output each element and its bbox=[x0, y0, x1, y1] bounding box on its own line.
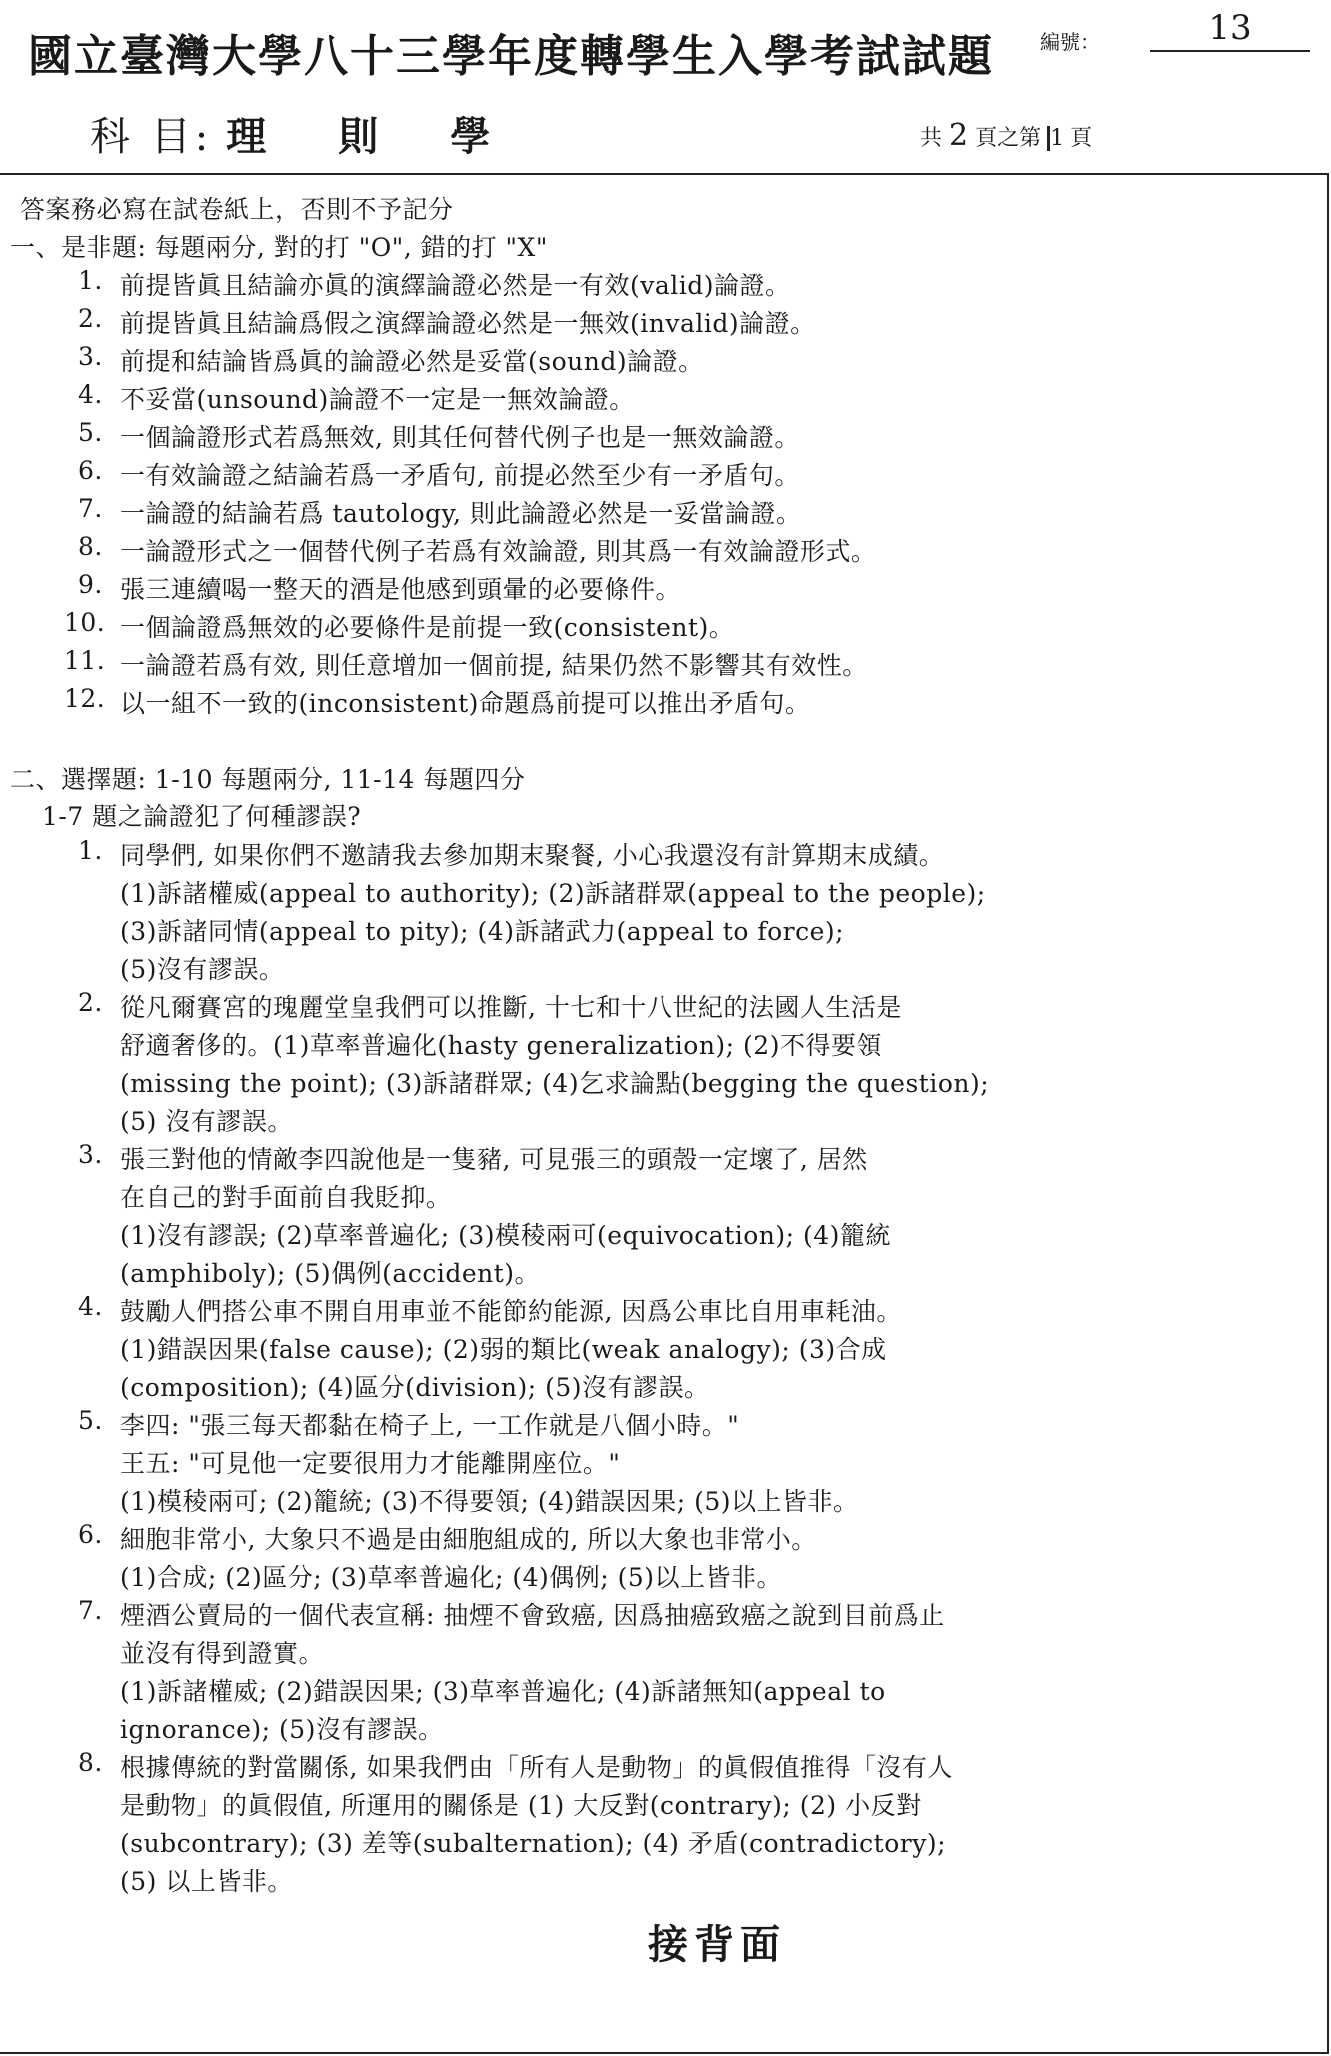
question-line: 在自己的對手面前自我貶抑。 bbox=[120, 1183, 452, 1212]
question-line: 李四: "張三每天都黏在椅子上, 一工作就是八個小時。" bbox=[120, 1411, 740, 1440]
question-num: 8. bbox=[78, 1748, 103, 1777]
page-indicator bbox=[920, 118, 1092, 153]
tf-item-num: 12. bbox=[64, 684, 106, 713]
question-line: 王五: "可見他一定要很用力才能離開座位。" bbox=[120, 1449, 621, 1478]
tf-item-num: 10. bbox=[64, 608, 106, 637]
question-line: (5) 以上皆非。 bbox=[120, 1867, 293, 1896]
question-line: (1)沒有謬誤; (2)草率普遍化; (3)模稜兩可(equivocation); (4)籠統 bbox=[120, 1221, 891, 1250]
tf-item-text: 張三連續喝一整天的酒是他感到頭暈的必要條件。 bbox=[120, 575, 682, 604]
question-num: 5. bbox=[78, 1406, 103, 1435]
subject-value: 理則學 bbox=[226, 113, 563, 160]
tf-item-text: 一論證形式之一個替代例子若爲有效論證, 則其爲一有效論證形式。 bbox=[120, 537, 877, 566]
tf-item-text: 前提皆眞且結論亦眞的演繹論證必然是一有效(valid)論證。 bbox=[120, 271, 791, 300]
pages-suffix: 頁 bbox=[1070, 126, 1093, 151]
tf-item-text: 一論證若爲有效, 則任意增加一個前提, 結果仍然不影響其有效性。 bbox=[120, 651, 868, 680]
code-value: 13 bbox=[1150, 8, 1310, 52]
tf-item-text: 以一組不一致的(inconsistent)命題爲前提可以推出矛盾句。 bbox=[120, 689, 811, 718]
question-line: (amphiboly); (5)偶例(accident)。 bbox=[120, 1259, 541, 1288]
tf-item-num: 3. bbox=[78, 342, 103, 371]
question-num: 7. bbox=[78, 1596, 103, 1625]
question-line: 根據傳統的對當關係, 如果我們由「所有人是動物」的眞假值推得「沒有人 bbox=[120, 1753, 953, 1782]
tf-item-text: 前提皆眞且結論爲假之演繹論證必然是一無效(invalid)論證。 bbox=[120, 309, 816, 338]
question-line: (3)訴諸同情(appeal to pity); (4)訴諸武力(appeal to force); bbox=[120, 917, 845, 946]
section1-heading: 一、是非題: 每題兩分, 對的打 "O", 錯的打 "X" bbox=[10, 233, 548, 262]
continued-on-back: 接背面 bbox=[648, 1921, 786, 1968]
tf-item-text: 一個論證形式若爲無效, 則其任何替代例子也是一無效論證。 bbox=[120, 423, 800, 452]
pages-prefix: 共 bbox=[920, 126, 943, 151]
section2-subheading: 1-7 題之論證犯了何種謬誤? bbox=[42, 802, 362, 831]
tf-item-num: 4. bbox=[78, 380, 103, 409]
question-line: 煙酒公賣局的一個代表宣稱: 抽煙不會致癌, 因爲抽癌致癌之說到目前爲止 bbox=[120, 1601, 945, 1630]
question-line: ignorance); (5)沒有謬誤。 bbox=[120, 1715, 444, 1744]
question-num: 3. bbox=[78, 1140, 103, 1169]
question-line: (5) 沒有謬誤。 bbox=[120, 1107, 293, 1136]
question-line: (missing the point); (3)訴諸群眾; (4)乞求論點(begging the question); bbox=[120, 1069, 990, 1098]
tf-item-text: 前提和結論皆爲眞的論證必然是妥當(sound)論證。 bbox=[120, 347, 704, 376]
question-line: 是動物」的眞假值, 所運用的關係是 (1) 大反對(contrary); (2) 小反對 bbox=[120, 1791, 922, 1820]
tf-item-num: 6. bbox=[78, 456, 103, 485]
question-line: 並沒有得到證實。 bbox=[120, 1639, 325, 1668]
tf-item-num: 5. bbox=[78, 418, 103, 447]
question-line: (5)沒有謬誤。 bbox=[120, 955, 285, 984]
question-line: (1)訴諸權威; (2)錯誤因果; (3)草率普遍化; (4)訴諸無知(appeal to bbox=[120, 1677, 886, 1706]
question-line: 張三對他的情敵李四說他是一隻豬, 可見張三的頭殼一定壞了, 居然 bbox=[120, 1145, 868, 1174]
question-line: 同學們, 如果你們不邀請我去參加期末聚餐, 小心我還沒有計算期末成績。 bbox=[120, 841, 945, 870]
code-label: 編號： bbox=[1040, 30, 1100, 54]
instruction: 答案務必寫在試卷紙上，否則不予記分 bbox=[20, 195, 454, 224]
question-num: 2. bbox=[78, 988, 103, 1017]
question-num: 4. bbox=[78, 1292, 103, 1321]
question-line: (1)合成; (2)區分; (3)草率普遍化; (4)偶例; (5)以上皆非。 bbox=[120, 1563, 783, 1592]
question-line: 鼓勵人們搭公車不開自用車並不能節約能源, 因爲公車比自用車耗油。 bbox=[120, 1297, 902, 1326]
question-num: 6. bbox=[78, 1520, 103, 1549]
question-line: 從凡爾賽宮的瑰麗堂皇我們可以推斷, 十七和十八世紀的法國人生活是 bbox=[120, 993, 902, 1022]
question-line: (1)模稜兩可; (2)籠統; (3)不得要領; (4)錯誤因果; (5)以上皆非。 bbox=[120, 1487, 859, 1516]
subject-label: 科 目: bbox=[90, 114, 213, 160]
question-num: 1. bbox=[78, 836, 103, 865]
question-line: (composition); (4)區分(division); (5)沒有謬誤。 bbox=[120, 1373, 710, 1402]
question-line: 舒適奢侈的。(1)草率普遍化(hasty generalization); (2)不得要領 bbox=[120, 1031, 882, 1060]
tf-item-num: 1. bbox=[78, 266, 103, 295]
question-line: (subcontrary); (3) 差等(subalternation); (4) 矛盾(contradictory); bbox=[120, 1829, 947, 1858]
question-line: (1)訴諸權威(appeal to authority); (2)訴諸群眾(appeal to the people); bbox=[120, 879, 986, 908]
section2-heading: 二、選擇題: 1-10 每題兩分, 11-14 每題四分 bbox=[10, 765, 526, 794]
pages-middle: 頁之第 bbox=[975, 126, 1042, 151]
tf-item-text: 一有效論證之結論若爲一矛盾句, 前提必然至少有一矛盾句。 bbox=[120, 461, 800, 490]
exam-title: 國立臺灣大學八十三學年度轉學生入學考試試題 bbox=[28, 31, 994, 82]
question-line: 細胞非常小, 大象只不過是由細胞組成的, 所以大象也非常小。 bbox=[120, 1525, 817, 1554]
tf-item-num: 8. bbox=[78, 532, 103, 561]
pages-total: 2 bbox=[949, 118, 969, 153]
tf-item-text: 不妥當(unsound)論證不一定是一無效論證。 bbox=[120, 385, 635, 414]
pages-current: 1 bbox=[1047, 126, 1064, 151]
question-line: (1)錯誤因果(false cause); (2)弱的類比(weak analogy); (3)合成 bbox=[120, 1335, 887, 1364]
tf-item-num: 9. bbox=[78, 570, 103, 599]
tf-item-num: 7. bbox=[78, 494, 103, 523]
subject-line bbox=[90, 105, 562, 162]
tf-item-num: 2. bbox=[78, 304, 103, 333]
tf-item-text: 一論證的結論若爲 tautology, 則此論證必然是一妥當論證。 bbox=[120, 499, 802, 528]
tf-item-text: 一個論證爲無效的必要條件是前提一致(consistent)。 bbox=[120, 613, 735, 642]
tf-item-num: 11. bbox=[64, 646, 106, 675]
